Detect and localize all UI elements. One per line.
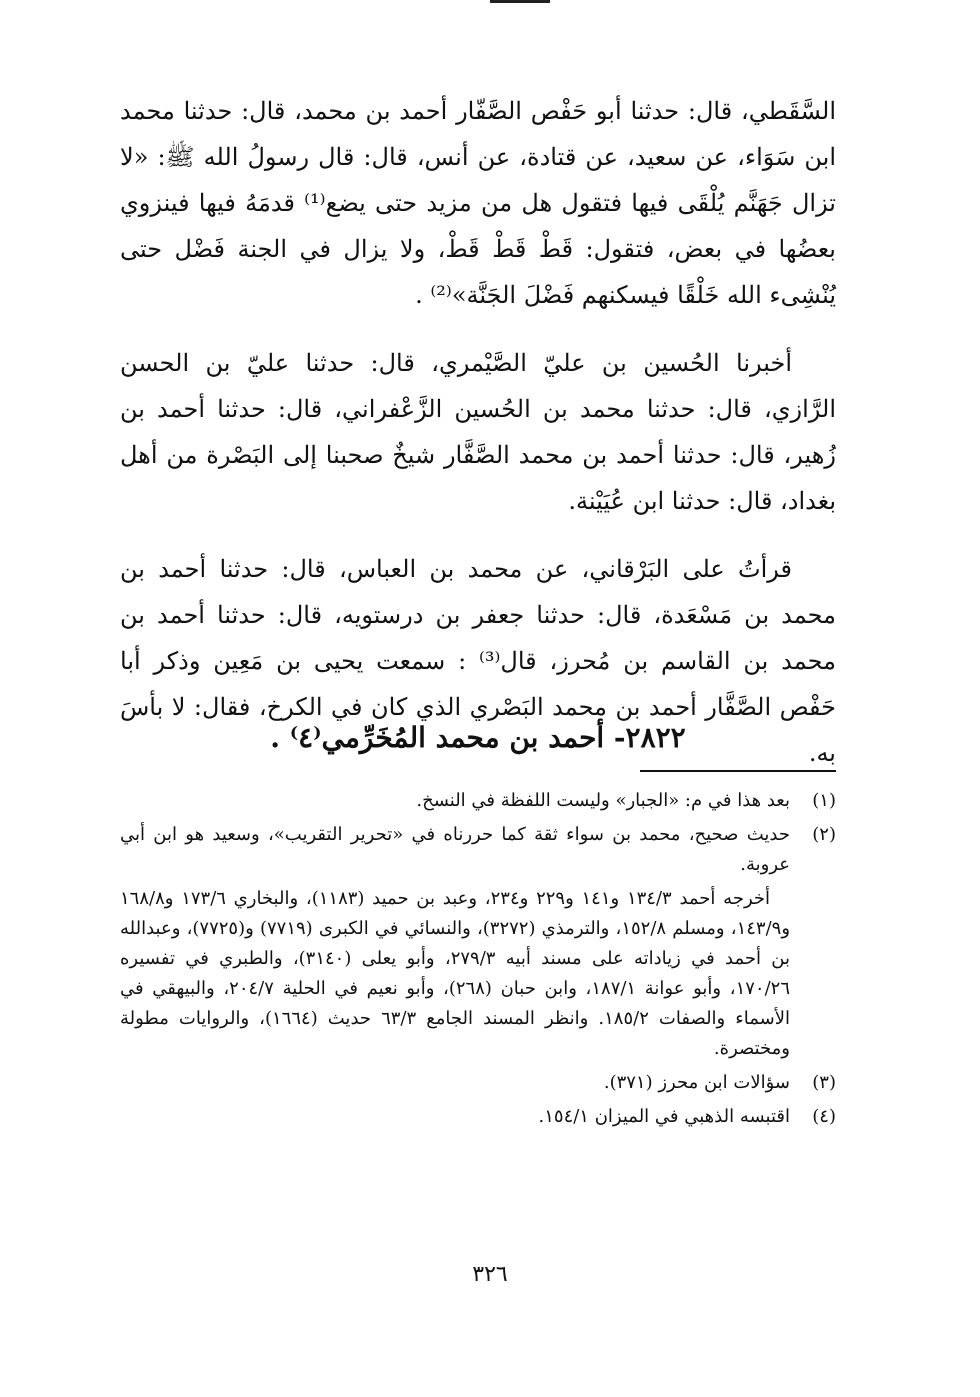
footnote-number: (١) [812,790,836,811]
footnote-text: بعد هذا في م: «الجبار» وليست اللفظة في النسخ. [416,790,790,811]
main-text-body [120,88,836,798]
footnotes-section [120,786,836,1136]
paragraph-isnad-saffar: أخبرنا الحُسين بن عليّ الصَّيْمري، قال: حدثنا عليّ بن الحسن الرَّازي، قال: حدثنا محمد بن الحُسين الزَّعْفراني، قال: حدثنا أحمد بن زُهير، قال: حدثنا أحمد بن محمد الصَّفَّار شيخٌ صحبنا إلى البَصْرة من أهل بغداد، قال: حدثنا ابن عُيَيْنة. [120,349,836,515]
footnote-text: سؤالات ابن محرز (٣٧١). [603,1072,790,1093]
paragraph-ibn-maein: قرأتُ على البَرْقاني، عن محمد بن العباس، قال: حدثنا أحمد بن محمد بن مَسْعَدة، قال: حدثنا جعفر بن درستويه، قال: حدثنا أحمد بن محمد بن القاسم بن مُحرز، قال⁽³⁾ : سمعت يحيى بن مَعِين وذكر أبا حَفْص الصَّفَّار أحمد بن محمد البَصْري الذي كان في الكرخ، فقال: لا بأسَ به. [120,555,837,767]
footnote-4 [120,1102,836,1132]
paragraph-hadith: السَّقَطي، قال: حدثنا أبو حَفْص الصَّفّار أحمد بن محمد، قال: حدثنا محمد ابن سَوَاء، عن سعيد، عن قتادة، عن أنس، قال: قال رسولُ الله ﷺ: «لا تزال جَهَنَّم يُلْقَى فيها فتقول هل من مزيد حتى يضع⁽¹⁾ قدمَهُ فيها فينزوي بعضُها في بعض، فتقول: قَطْ قَطْ قَطْ، ولا يزال في الجنة فَضْل حتى يُنْشِىء الله خَلْقًا فيسكنهم فَضْلَ الجَنَّة»⁽²⁾ . [120,97,836,309]
footnote-text: حديث صحيح، محمد بن سواء ثقة كما حررناه في «تحرير التقريب»، وسعيد هو ابن أبي عروبة. [120,824,790,875]
entry-heading: ٢٨٢٢- أحمد بن محمد المُخَرِّمي⁽٤⁾ . [270,721,686,754]
page-number: ٣٢٦ [472,1262,508,1287]
top-edge-mark [490,0,550,3]
footnote-3 [120,1068,836,1098]
footnote-1 [120,786,836,816]
footnote-number: (٣) [812,1072,836,1093]
footnote-number: (٤) [812,1106,836,1127]
footnote-text: اقتبسه الذهبي في الميزان ١٥٤/١. [538,1106,790,1127]
footnote-2 [120,820,836,880]
footnote-number: (٢) [812,824,836,845]
footnote-divider [640,770,836,772]
footnote-2-continuation: أخرجه أحمد ١٣٤/٣ و١٤١ و٢٢٩ و٢٣٤، وعبد بن حميد (١١٨٣)، والبخاري ١٧٣/٦ و١٦٨/٨ و١٤٣/٩، ومسلم ١٥٢/٨، والترمذي (٣٢٧٢)، والنسائي في الكبرى (٧٧١٩) و(٧٧٢٥)، وعبدالله بن أحمد في زياداته على مسند أبيه ٢٧٩/٣، وأبو يعلى (٣١٤٠)، والطبري في تفسيره ١٧٠/٢٦، وأبو عوانة ١٨٧/١، وابن حبان (٢٦٨)، وأبو نعيم في الحلية ٢٠٤/٧، والبيهقي في الأسماء والصفات ١٨٥/٢. وانظر المسند الجامع ٦٣/٣ حديث (١٦٦٤)، والروايات مطولة ومختصرة. [120,888,791,1059]
